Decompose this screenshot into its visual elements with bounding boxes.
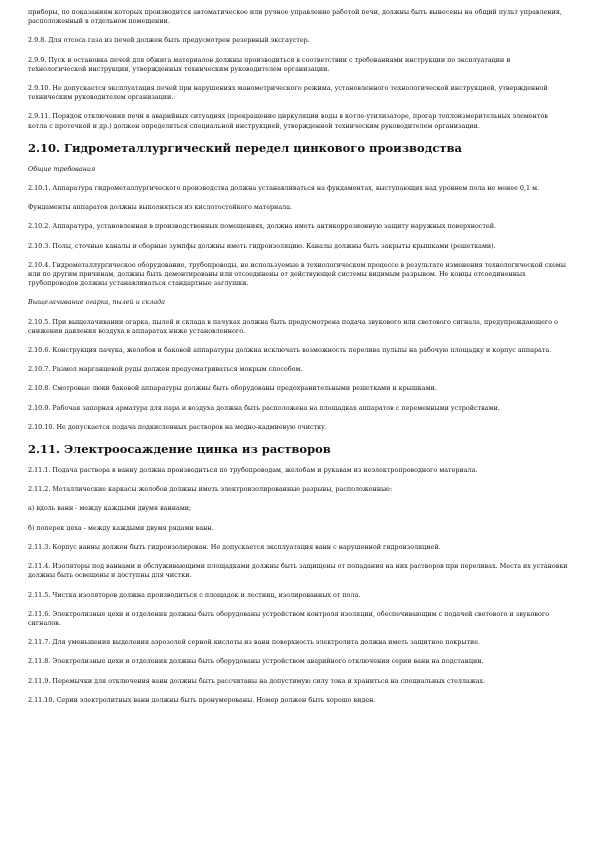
paragraph: 2.11.3. Корпус ванны должен быть гидроизолирован. Не допускается эксплуатация ванн с нарушенной гидроизоляцией. — [28, 542, 441, 551]
paragraph: 2.10.7. Размол марганцевой руды должен предусматриваться мокрым способом. — [28, 365, 303, 374]
paragraph: 2.11.6. Электролизные цехи и отделения должны быть оборудованы устройством контроля изоляции, обеспечивающим с подачей светового и звукового сигналов. — [28, 609, 550, 627]
subsection-label: Общие требования — [28, 164, 96, 173]
document-page — [28, 8, 568, 715]
paragraph: 2.10.1. Аппаратура гидрометаллургического производства должна устанавливаться на фундаментах, выступающих над уровнем пола не менее 0,1 м. — [28, 184, 540, 193]
paragraph: 2.11.2. Металлические каркасы желобов должны иметь электроизолированные разрывы, расположенные: — [28, 485, 393, 494]
subsection-label: Выщелачивание огарка, пылей и склада — [28, 298, 165, 307]
paragraph: 2.10.5. При выщелачивании огарка, пылей и склада в пачуках должна быть предусмотрена подача звукового или светового сигнала, предупреждающего о снижении давления воздуха в аппаратах ниже установленного. — [28, 317, 558, 335]
paragraph: а) вдоль ванн - между каждыми двумя ваннами; — [28, 504, 192, 513]
section-heading: 2.11. Электроосаждение цинка из растворов — [28, 442, 331, 457]
paragraph: б) поперек цеха - между каждыми двумя рядами ванн. — [28, 523, 214, 532]
paragraph: 2.9.9. Пуск и остановка печей для обжига материалов должны производиться в соответствии с требованиями инструкции по эксплуатации и технологической инструкции, утвержденных техническим руководителем организации. — [28, 55, 511, 73]
paragraph: Фундаменты аппаратов должны выполняться из кислотостойкого материала. — [28, 203, 293, 212]
paragraph: 2.10.3. Полы, сточные каналы и сборные зумпфы должны иметь гидроизоляцию. Каналы должны быть закрыты крышками (решетками). — [28, 241, 496, 250]
paragraph: 2.11.8. Электролизные цехи и отделения должны быть оборудованы устройством аварийного отключения серии ванн на подстанции. — [28, 657, 484, 666]
paragraph: 2.9.11. Порядок отключения печи в аварийных ситуациях (прекращение циркуляции воды в котле-утилизаторе, прогар теплоизмерительных элементов котла с протечкой и др.) должен определяться специальной инструкцией, утвержденной техническим руководителем организации. — [28, 112, 548, 130]
section-heading: 2.10. Гидрометаллургический передел цинкового производства — [28, 140, 462, 155]
paragraph: 2.9.10. Не допускается эксплуатация печей при нарушениях манометрического режима, установленного технологической инструкцией, утвержденной техническим руководителем организации. — [28, 84, 548, 102]
paragraph: 2.11.10. Серии электролитных ванн должны быть пронумерованы. Номер должен быть хорошо виден. — [28, 695, 376, 704]
paragraph: 2.11.7. Для уменьшения выделения аэрозолей серной кислоты из ванн поверхность электролита должна иметь защитное покрытие. — [28, 638, 481, 647]
paragraph: 2.11.5. Чистка изоляторов должна производиться с площадок и лестниц, изолированных от пола. — [28, 590, 361, 599]
paragraph: 2.10.8. Смотровые люки баковой аппаратуры должны быть оборудованы предохранительными решетками и крышками. — [28, 384, 437, 393]
paragraph: 2.10.9. Рабочая запорная арматура для пара и воздуха должна быть расположена на площадках аппаратов с переменными устройствами. — [28, 403, 500, 412]
paragraph: 2.10.10. Не допускается подача подкисленных растворов на медно-кадмиевую очистку. — [28, 422, 327, 431]
paragraph: 2.10.6. Конструкция пачука, желобов и баковой аппаратуры должна исключать возможность перелива пульпы на рабочую площадку и корпус аппарата. — [28, 346, 552, 355]
paragraph: 2.11.9. Перемычки для отключения ванн должны быть рассчитаны на допустимую силу тока и храниться на специальных стеллажах. — [28, 676, 486, 685]
paragraph: 2.11.1. Подача раствора в ванну должна производиться по трубопроводам, желобам и рукавам из неэлектропроводного материала. — [28, 466, 478, 475]
paragraph: 2.11.4. Изоляторы под ваннами и обслуживающими площадками должны быть защищены от попадания на них растворов при переливах. Места их установки должны быть освещены и доступны для чистки. — [28, 562, 568, 580]
paragraph: 2.10.2. Аппаратура, установленная в производственных помещениях, должна иметь антикоррозионную защиту наружных поверхностей. — [28, 222, 496, 231]
paragraph: приборы, по показаниям которых производится автоматическое или ручное управление работой печи, должны быть вынесены на общий пульт управления, расположенный в отдельном помещении. — [28, 8, 562, 26]
paragraph: 2.10.4. Гидрометаллургическое оборудование, трубопроводы, не используемые в технологическом процессе в результате изменения технологической схемы или по другим причинам, должны быть демонтированы или отсоединены от действующей системы видимым разрывом. Не концы отсоединенных трубопроводов должны устанавливаться стандартные заглушки. — [28, 260, 566, 288]
paragraph: 2.9.8. Для отсоса газа из печей должен быть предусмотрен резервный эксгаустер. — [28, 36, 310, 45]
